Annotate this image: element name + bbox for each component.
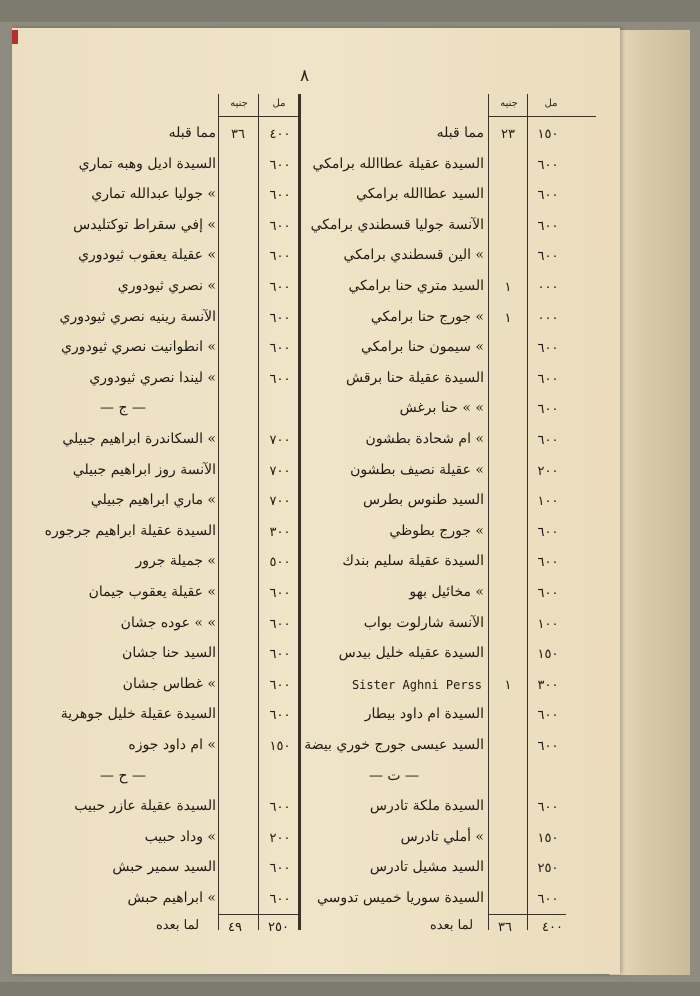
mil-amount: ٦٠٠ [537, 218, 559, 234]
mil-amount: ٦٠٠ [537, 341, 559, 357]
ledger-row [32, 395, 302, 425]
ledger-row [32, 242, 302, 272]
ledger-row [32, 273, 302, 303]
mil-amount: ٦٠٠ [537, 800, 559, 816]
mil-amount: ٦٠٠ [537, 371, 559, 387]
mil-amount: ١٥٠ [537, 127, 559, 142]
page-number: ٨ [300, 66, 310, 86]
donor-name: » جورج بطوظي [389, 522, 484, 539]
donor-name: » ابراهيم حبش [127, 890, 216, 906]
mil-amount: ٦٠٠ [269, 586, 291, 601]
donor-name: » ليندا نصري ثيودوري [89, 369, 216, 386]
ledger-row [306, 640, 596, 670]
ledger-row [306, 426, 596, 456]
ledger-row [306, 181, 596, 211]
ledger-row [32, 426, 302, 456]
mil-amount: ٦٠٠ [537, 188, 559, 204]
ledger-row [32, 181, 302, 211]
mil-amount: ٢٥٠ [537, 861, 559, 877]
donor-name: السيد مشيل تادرس [369, 859, 484, 876]
ledger-row [32, 212, 302, 242]
right-header-rule [488, 116, 596, 117]
donor-name: مما قبله [436, 125, 484, 141]
donor-name: » غطاس جشان [122, 675, 216, 692]
donor-name: » ام داود جوزه [128, 737, 216, 753]
donor-name: » مخائيل بهو [409, 584, 484, 600]
mil-amount: ٦٠٠ [537, 739, 559, 754]
donor-name: » » عوده جشان [120, 614, 216, 631]
mil-amount: ٠٠٠ [537, 280, 559, 295]
donor-name: السيد عطاالله برامكي [356, 186, 484, 203]
donor-name: » عقيلة يعقوب ثيودوري [78, 247, 216, 264]
left-footer-mil: ٢٥٠ [268, 920, 289, 935]
ledger-row [306, 671, 596, 701]
pound-amount: ١ [504, 280, 512, 295]
mil-amount: ٦٠٠ [537, 892, 559, 907]
ledger-row [32, 120, 302, 150]
ledger-row [306, 120, 596, 150]
mil-amount: ٦٠٠ [269, 188, 291, 204]
donor-name: » جميلة جرور [135, 553, 216, 570]
ledger-row [32, 885, 302, 915]
mil-amount: ٣٠٠ [537, 677, 559, 693]
ledger-row [306, 701, 596, 731]
ledger-row [32, 854, 302, 884]
ledger-row [32, 518, 302, 548]
donor-name: السيدة اديل وهبه تماري [78, 155, 216, 172]
ledger-page [12, 28, 620, 974]
mil-amount: ٦٠٠ [269, 280, 291, 295]
donor-name: » وداد حبيب [144, 828, 216, 845]
mil-amount: ٦٠٠ [269, 371, 291, 387]
ledger-row [306, 242, 596, 272]
left-pound-header: جنيه [230, 98, 248, 109]
donor-name: مما قبله [168, 125, 216, 141]
pound-amount: ١ [504, 310, 512, 326]
mil-amount: ١٠٠ [537, 494, 559, 510]
ledger-row [306, 273, 596, 303]
mil-amount: ٦٠٠ [269, 157, 291, 173]
pound-amount: ١ [504, 677, 512, 693]
mil-amount: ٦٠٠ [269, 249, 291, 265]
mil-amount: ٦٠٠ [269, 647, 291, 663]
donor-name: » جوليا عبدالله تماري [91, 186, 216, 203]
ledger-row [32, 365, 302, 395]
donor-name: السيدة عقيلة حنا برقش [345, 369, 484, 386]
donor-name: السيد سمير حبش [112, 859, 216, 876]
donor-name: السيدة ملكة تادرس [369, 798, 484, 815]
ledger-row [32, 610, 302, 640]
ledger-row [32, 457, 302, 487]
mil-amount: ٠٠٠ [537, 310, 559, 326]
right-pound-header: جنيه [500, 98, 518, 109]
ledger-row [306, 457, 596, 487]
ledger-row [306, 793, 596, 823]
ledger-row [32, 640, 302, 670]
donor-name: السيدة عقيلة عطاالله برامكي [312, 155, 484, 172]
ledger-row [306, 518, 596, 548]
mil-amount: ٦٠٠ [269, 218, 291, 234]
left-footer-label: لما بعده [156, 918, 200, 933]
section-letter: — ح — [100, 767, 146, 784]
donor-name: السيدة عقيلة سليم بندك [342, 553, 484, 570]
donor-name: السيدة عقيله خليل بيدس [338, 645, 484, 662]
section-letter: — ت — [368, 767, 420, 784]
mil-amount: ٥٠٠ [269, 555, 291, 571]
ledger-row [306, 824, 596, 854]
donor-name: » الين قسطندي برامكي [343, 247, 484, 264]
right-footer-pounds: ٣٦ [498, 920, 512, 935]
left-mil-header: مل [272, 98, 286, 109]
mil-amount: ٦٠٠ [269, 861, 291, 877]
donor-name: » ام شحادة بطشون [365, 431, 484, 447]
mil-amount: ٦٠٠ [537, 433, 559, 448]
mil-amount: ٢٠٠ [269, 830, 291, 846]
ledger-row [306, 732, 596, 762]
left-footer-pounds: ٤٩ [228, 920, 242, 935]
ledger-row [306, 854, 596, 884]
ledger-row [32, 793, 302, 823]
right-footer-label: لما بعده [430, 918, 474, 933]
ledger-row [32, 824, 302, 854]
ledger-row [32, 487, 302, 517]
ledger-row [32, 763, 302, 793]
mil-amount: ٦٠٠ [269, 892, 291, 907]
mil-amount: ١٥٠ [537, 830, 559, 846]
mil-amount: ٦٠٠ [537, 524, 559, 540]
mil-amount: ٧٠٠ [269, 433, 291, 448]
bookmark-mark [12, 30, 18, 44]
donor-name: السيدة عقيلة ابراهيم جرجوره [44, 522, 216, 539]
donor-name: » السكاندرة ابراهيم جبيلي [62, 431, 216, 447]
donor-name: » ماري ابراهيم جبيلي [90, 492, 216, 509]
mil-amount: ٤٠٠ [269, 127, 291, 142]
ledger-row [306, 395, 596, 425]
ledger-row [32, 548, 302, 578]
mil-amount: ٦٠٠ [269, 677, 291, 693]
mil-amount: ٢٠٠ [537, 463, 559, 479]
donor-name: » أملي تادرس [400, 828, 484, 845]
donor-name: السيدة عقيلة خليل جوهرية [60, 706, 216, 723]
ledger-row [306, 579, 596, 609]
donor-name: » سيمون حنا برامكي [360, 339, 484, 356]
mil-amount: ٦٠٠ [537, 249, 559, 265]
mil-amount: ٦٠٠ [269, 616, 291, 632]
donor-name: الآنسة رينيه نصري ثيودوري [59, 308, 216, 325]
donor-name: الآنسة روز ابراهيم جبيلي [72, 461, 216, 478]
ledger-row [306, 151, 596, 181]
mil-amount: ٦٠٠ [269, 708, 291, 724]
mil-amount: ٧٠٠ [269, 494, 291, 510]
donor-name: السيدة ام داود بيطار [364, 706, 484, 723]
mil-amount: ١٥٠ [537, 647, 559, 663]
mil-amount: ٦٠٠ [269, 310, 291, 326]
mil-amount: ٦٠٠ [269, 800, 291, 816]
ledger-row [306, 212, 596, 242]
ledger-row [306, 365, 596, 395]
page-edges [609, 30, 690, 975]
mil-amount: ٣٠٠ [269, 524, 291, 540]
ledger-row [32, 671, 302, 701]
donor-name: الآنسة جوليا قسطندي برامكي [310, 216, 484, 233]
donor-name: » إفي سقراط توكتليدس [73, 216, 216, 233]
pound-amount: ٢٣ [501, 127, 515, 142]
mil-amount: ٦٠٠ [537, 157, 559, 173]
mil-amount: ١٠٠ [537, 616, 559, 632]
donor-name: Sister Aghni Perss [351, 677, 482, 692]
donor-name: » عقيلة يعقوب جيمان [88, 584, 216, 600]
donor-name: السيد متري حنا برامكي [348, 278, 484, 294]
right-footer-mil: ٤٠٠ [542, 920, 563, 935]
ledger-row [306, 487, 596, 517]
donor-name: السيد طنوس بطرس [362, 492, 484, 509]
mil-amount: ٦٠٠ [537, 586, 559, 601]
donor-name: الآنسة شارلوت بواب [363, 614, 484, 631]
donor-name: السيد عيسى جورج خوري بيضة [304, 737, 484, 753]
ledger-row [306, 610, 596, 640]
ledger-row [32, 732, 302, 762]
ledger-row [32, 334, 302, 364]
ledger-row [306, 885, 596, 915]
ledger-row [306, 304, 596, 334]
mil-amount: ٦٠٠ [269, 341, 291, 357]
mil-amount: ٦٠٠ [537, 402, 559, 418]
pound-amount: ٣٦ [231, 127, 245, 142]
ledger-row [306, 763, 596, 793]
mil-amount: ٦٠٠ [537, 708, 559, 724]
mil-amount: ١٥٠ [269, 739, 291, 754]
mil-amount: ٧٠٠ [269, 463, 291, 479]
donor-name: » » حنا برغش [399, 400, 484, 417]
ledger-row [32, 701, 302, 731]
ledger-row [32, 151, 302, 181]
ledger-row [32, 304, 302, 334]
donor-name: السيدة عقيلة عازر حبيب [74, 798, 216, 815]
mil-amount: ٦٠٠ [537, 555, 559, 571]
ledger-row [306, 548, 596, 578]
donor-name: » انطوانيت نصري ثيودوري [61, 339, 216, 356]
section-letter: — ج — [100, 400, 146, 417]
donor-name: » جورج حنا برامكي [370, 308, 484, 325]
right-mil-header: مل [544, 98, 558, 109]
donor-name: السيد حنا جشان [122, 645, 216, 662]
ledger-row [32, 579, 302, 609]
donor-name: » عقيلة نصيف بطشون [350, 461, 484, 478]
ledger-row [306, 334, 596, 364]
donor-name: » نصري ثيودوري [117, 278, 216, 294]
donor-name: السيدة سوريا خميس تدوسي [316, 890, 484, 906]
